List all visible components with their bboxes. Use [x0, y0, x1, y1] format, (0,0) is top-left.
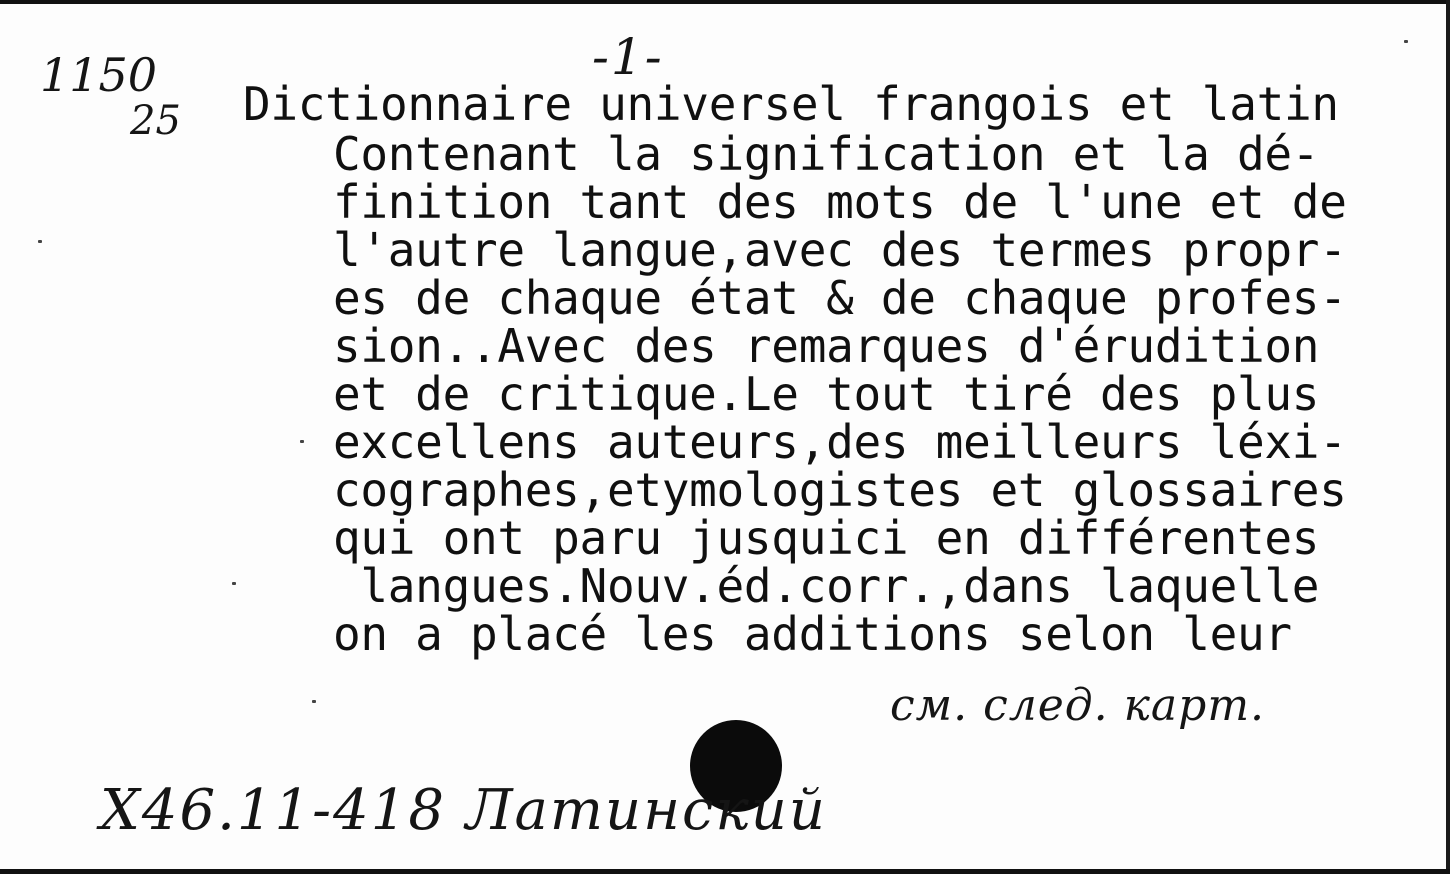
handwritten-call-number: Х46.11-418 Латинский — [100, 778, 827, 843]
dust-speck — [232, 582, 236, 585]
shelfmark-bottom: 25 — [130, 98, 181, 144]
card-top-edge — [0, 0, 1450, 4]
dust-speck — [300, 440, 304, 443]
entry-line: qui ont paru jusquici en différentes — [333, 511, 1320, 565]
entry-line: sion..Avec des remarques d'érudition — [333, 319, 1320, 373]
entry-line: et de critique.Le tout tiré des plus — [333, 367, 1320, 421]
page-number: -1- — [592, 28, 664, 86]
card-bottom-edge — [0, 869, 1450, 874]
entry-line: es de chaque état & de chaque profes- — [333, 271, 1347, 325]
entry-line: Contenant la signification et la dé- — [333, 127, 1320, 181]
dust-speck — [38, 240, 42, 243]
entry-line: excellens auteurs,des meilleurs léxi- — [333, 415, 1347, 469]
entry-line: cographes,etymologistes et glossaires — [333, 463, 1347, 517]
handwritten-see-next-card-note: см. след. карт. — [890, 680, 1266, 731]
shelfmark-top: 1150 — [40, 48, 158, 102]
entry-line: l'autre langue,avec des termes propr- — [333, 223, 1347, 277]
entry-line: langues.Nouv.éd.corr.,dans laquelle — [333, 559, 1320, 613]
entry-description — [333, 127, 1347, 661]
card-right-edge — [1446, 0, 1450, 874]
dust-speck — [312, 700, 316, 703]
dust-speck — [1404, 40, 1408, 43]
entry-title-first-line: Dictionnaire universel frangois et latin — [243, 77, 1339, 131]
entry-line: on a placé les additions selon leur — [333, 607, 1292, 661]
entry-line: finition tant des mots de l'une et de — [333, 175, 1347, 229]
